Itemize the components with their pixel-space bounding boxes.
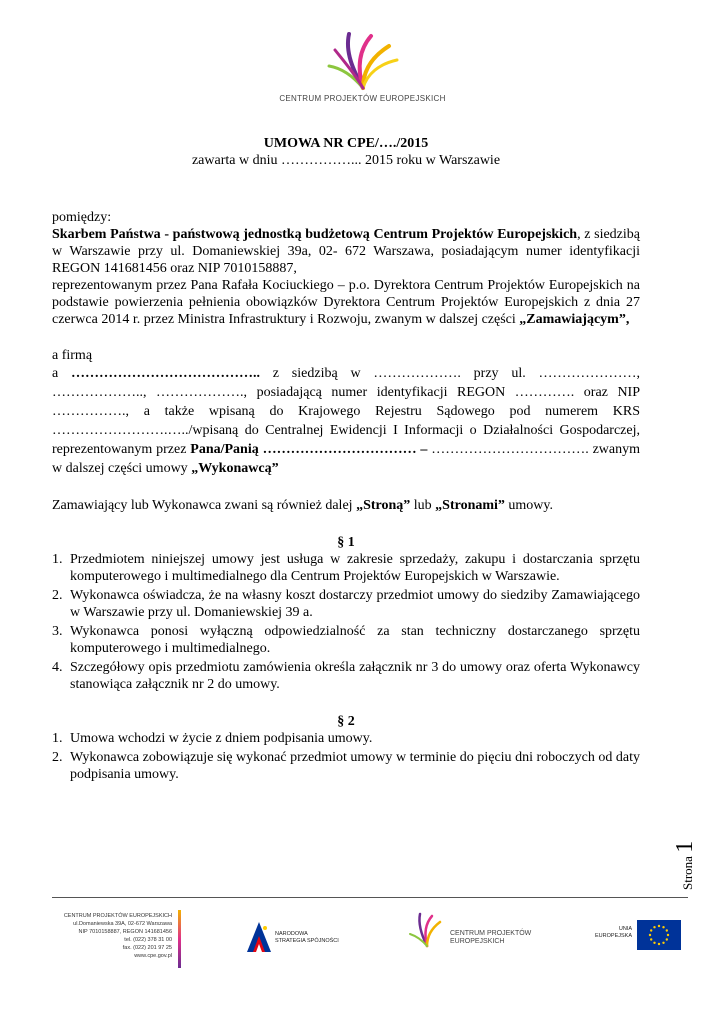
- party-singular: „Stroną”: [356, 498, 411, 513]
- section-2-heading: § 2: [337, 714, 355, 729]
- contract-body: [52, 135, 640, 785]
- section-1-list: [52, 551, 640, 693]
- firm-rep-blank: …………………………… –: [258, 442, 428, 457]
- party1-rep-text: reprezentowanym przez Pana Rafała Kociuckiego – p.o. Dyrektora Centrum Projektów Europejskich na podstawie powierzenia pełnienia obowiązków Dyrektora Centrum Projektów Europejskich z dnia 27 czerwca 2014 r. przez Ministra Infrastruktury i Rozwoju, zwanym w dalszej części: [52, 278, 640, 327]
- nss-logo-icon: [245, 920, 273, 954]
- party1-paragraph: [52, 226, 640, 277]
- party2-alias: „Wykonawcą”: [191, 461, 279, 476]
- page-number: 1: [672, 840, 698, 853]
- section-2-list: [52, 730, 640, 783]
- list-item-text: Wykonawca zobowiązuje się wykonać przedmiot umowy w terminie do pięciu dni roboczych od daty podpisania umowy.: [70, 750, 640, 782]
- parties-text-2: umowy.: [504, 498, 553, 513]
- parties-text-1: Zamawiający lub Wykonawca zwani są również dalej: [52, 498, 357, 513]
- party-plural: „Stronami”: [435, 498, 505, 513]
- list-item-number: 3.: [52, 624, 63, 639]
- address-line: NIP 7010158887, REGON 141681456: [78, 929, 172, 935]
- footer-divider: [52, 897, 688, 898]
- firm-paragraph: [52, 364, 640, 478]
- firm-intro: a firmą: [52, 348, 93, 363]
- list-item: [52, 730, 640, 747]
- list-item-number: 1.: [52, 731, 63, 746]
- footer: [0, 900, 725, 990]
- list-item-text: Szczegółowy opis przedmiotu zamówienia określa załącznik nr 3 do umowy oraz oferta Wykonawcy stanowiąca załącznik nr 2 do umowy.: [70, 660, 640, 692]
- list-item-number: 2.: [52, 750, 63, 765]
- eu-flag-icon: [637, 920, 681, 950]
- address-line: ul.Domaniewska 39A, 02-672 Warszawa: [73, 921, 172, 927]
- cpe-line: EUROPEJSKICH: [450, 938, 505, 945]
- list-item: [52, 623, 640, 657]
- party1-representation: [52, 277, 640, 328]
- between-label: pomiędzy:: [52, 210, 112, 225]
- nss-line: NARODOWA: [275, 931, 308, 937]
- address-line: CENTRUM PROJEKTÓW EUROPEJSKICH: [63, 913, 172, 919]
- section-1-heading: § 1: [337, 535, 355, 550]
- address-line: www.cpe.gov.pl: [134, 953, 172, 959]
- footer-accent-bar: [178, 910, 181, 968]
- footer-address: [60, 912, 172, 960]
- eu-line: UNIA: [618, 926, 632, 932]
- list-item: [52, 749, 640, 783]
- address-line: fax. (022) 201 97 25: [122, 945, 172, 951]
- parties-or: lub: [410, 498, 436, 513]
- list-item-text: Umowa wchodzi w życie z dniem podpisania umowy.: [70, 731, 373, 746]
- page-label-word: Strona: [680, 856, 695, 890]
- list-item: [52, 587, 640, 621]
- page-number-label: [672, 820, 712, 890]
- contract-subtitle: zawarta w dniu ……………... 2015 roku w Warszawie: [191, 153, 501, 168]
- list-item: [52, 659, 640, 693]
- eu-text: [590, 926, 632, 940]
- cpe-footer-logo-icon: [408, 912, 446, 948]
- nss-text: [275, 931, 339, 945]
- cpe-line: CENTRUM PROJEKTÓW: [450, 930, 532, 937]
- list-item: [52, 551, 640, 585]
- firm-name-blank: …………………………………..: [71, 366, 261, 381]
- header-logo: [0, 30, 725, 103]
- logo-caption: CENTRUM PROJEKTÓW EUROPEJSKICH: [279, 94, 446, 103]
- list-item-text: Wykonawca oświadcza, że na własny koszt dostarczy przedmiot umowy do siedziby Zamawiającego w Warszawie przy ul. Domaniewskiej 39 a.: [70, 588, 640, 620]
- party1-alias: „Zamawiającym”,: [519, 312, 630, 327]
- eu-line: EUROPEJSKA: [595, 933, 632, 939]
- address-line: tel. (022) 378 31 00: [124, 937, 172, 943]
- list-item-text: Przedmiotem niniejszej umowy jest usługa w zakresie sprzedaży, zakupu i dostarczania sprzętu komputerowego i multimedialnego dla Centrum Projektów Europejskich w Warszawie.: [70, 552, 640, 584]
- parties-definition: [52, 497, 640, 514]
- firm-text-2: ……………………………. zwanym w dalszej części umowy: [52, 442, 641, 476]
- firm-a: a: [52, 366, 72, 381]
- party1-details: , z siedzibą w Warszawie przy ul. Domaniewskiej 39a, 02- 672 Warszawa, posiadającym numer identyfikacji REGON 141681456 oraz NIP 7010158887,: [52, 227, 640, 276]
- party1-name: Skarbem Państwa - państwową jednostką budżetową Centrum Projektów Europejskich: [52, 227, 578, 242]
- cpe-footer-text: [450, 930, 531, 946]
- contract-title: UMOWA NR CPE/…./2015: [263, 136, 429, 151]
- list-item-number: 2.: [52, 588, 63, 603]
- list-item-number: 1.: [52, 552, 63, 567]
- firm-text-1: z siedzibą w ………………. przy ul. …………………, ……………….., ………………., posiadającą numer identyfikacji REGON …………. oraz NIP ……………., a także wpisaną do Krajowego Rejestru Sądowego pod numerem KRS …………………….…../wpisaną do Centralnej Ewidencji I Informacji o Działalności Gospodarczej, reprezentowanym przez: [52, 366, 640, 457]
- list-item-text: Wykonawca ponosi wyłączną odpowiedzialność za stan techniczny dostarczanego sprzętu komputerowego i multimedialnego.: [70, 624, 640, 656]
- cpe-logo-icon: [323, 30, 403, 92]
- list-item-number: 4.: [52, 660, 63, 675]
- firm-rep-label: Pana/Panią: [190, 442, 259, 457]
- nss-line: STRATEGIA SPÓJNOŚCI: [275, 938, 339, 944]
